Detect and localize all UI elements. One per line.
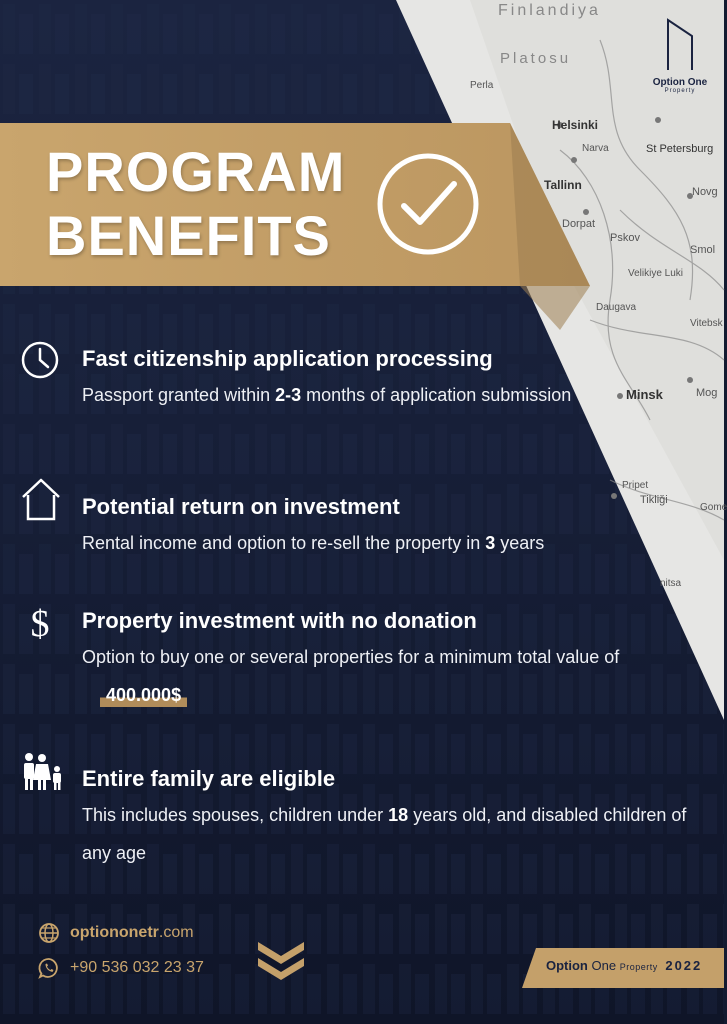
footer-property: Property — [619, 962, 658, 972]
title-line2: BENEFITS — [46, 204, 331, 267]
website-tld: .com — [158, 924, 194, 941]
house-icon — [20, 476, 62, 522]
footer-brand — [546, 958, 702, 973]
benefit-return-on-investment — [82, 494, 662, 562]
clock-icon — [20, 340, 60, 380]
benefit-title: Fast citizenship application processing — [82, 346, 493, 371]
footer-year: 2022 — [665, 958, 703, 973]
map-label: Narva — [582, 143, 609, 154]
footer-brand-rest: One — [587, 958, 617, 973]
map-label: Novg — [692, 186, 718, 198]
benefit-desc-text: Rental income and option to re-sell the property in — [82, 533, 486, 553]
map-label: Platosu — [500, 50, 572, 67]
benefit-desc-text: years — [495, 533, 545, 553]
map-label: Minsk — [626, 387, 663, 402]
map-label: Vitebsk — [690, 318, 723, 329]
check-circle-icon — [374, 150, 482, 258]
map-label: Finlandiya — [498, 2, 601, 19]
svg-text:$: $ — [30, 603, 50, 645]
benefit-desc-highlight: 2-3 — [275, 385, 302, 405]
map-label: Pripet — [622, 480, 649, 491]
map-label: St Petersburg — [646, 143, 714, 155]
dollar-icon — [20, 600, 60, 644]
chevron-down-icon — [254, 938, 308, 982]
benefit-desc — [82, 796, 692, 872]
map-label: Gome — [700, 502, 727, 513]
footer-brand-bold: Option — [546, 958, 588, 973]
logo-mark-icon — [664, 14, 696, 72]
benefit-fast-processing — [82, 346, 602, 414]
page-title — [46, 140, 345, 268]
benefit-desc-text: Option to buy one or several properties for a minimum total value of — [82, 647, 620, 667]
benefit-desc-text: This includes spouses, children under — [82, 805, 389, 825]
map-label: Velikiye Luki — [628, 268, 684, 279]
map-label: Smol — [690, 244, 716, 256]
map-label: Helsinki — [552, 118, 599, 132]
title-line1: PROGRAM — [46, 140, 346, 203]
benefit-family-eligible — [82, 766, 692, 872]
map-label: Tikliği — [640, 494, 668, 506]
benefit-desc — [82, 524, 662, 562]
website-link[interactable] — [38, 922, 194, 944]
benefit-title: Property investment with no donation — [82, 608, 477, 633]
map-label: Dorpat — [562, 218, 596, 230]
phone-number: +90 536 032 23 37 — [70, 959, 204, 976]
map-label: Pskov — [610, 232, 640, 244]
option-one-logo — [640, 14, 720, 94]
phone-link[interactable] — [38, 957, 204, 979]
logo-brand: Option One — [652, 77, 708, 88]
benefit-desc — [82, 376, 602, 414]
benefit-desc-highlight: 18 — [388, 805, 409, 825]
benefit-title: Potential return on investment — [82, 494, 400, 519]
family-icon — [20, 752, 64, 792]
map-label: Perla — [470, 80, 494, 91]
whatsapp-icon — [38, 957, 60, 979]
globe-icon — [38, 922, 60, 944]
benefit-desc-highlight: 3 — [485, 533, 496, 553]
map-label: Daugava — [596, 302, 637, 313]
benefit-desc-text: months of application submission — [301, 385, 572, 405]
map-label: Mog — [696, 387, 718, 399]
website-domain: optiononetr — [70, 924, 159, 941]
benefit-desc-text: years old, and disabled children of any age — [82, 805, 687, 863]
map-label: Tallinn — [544, 178, 582, 192]
map-label: nitsa — [660, 578, 682, 589]
benefit-desc-text: Passport granted within — [82, 385, 276, 405]
benefit-property-investment — [82, 608, 642, 714]
benefit-title: Entire family are eligible — [82, 766, 336, 791]
benefit-desc — [82, 638, 642, 714]
price-highlight: 400.000$ — [100, 683, 187, 707]
logo-sub: Property — [664, 88, 696, 94]
